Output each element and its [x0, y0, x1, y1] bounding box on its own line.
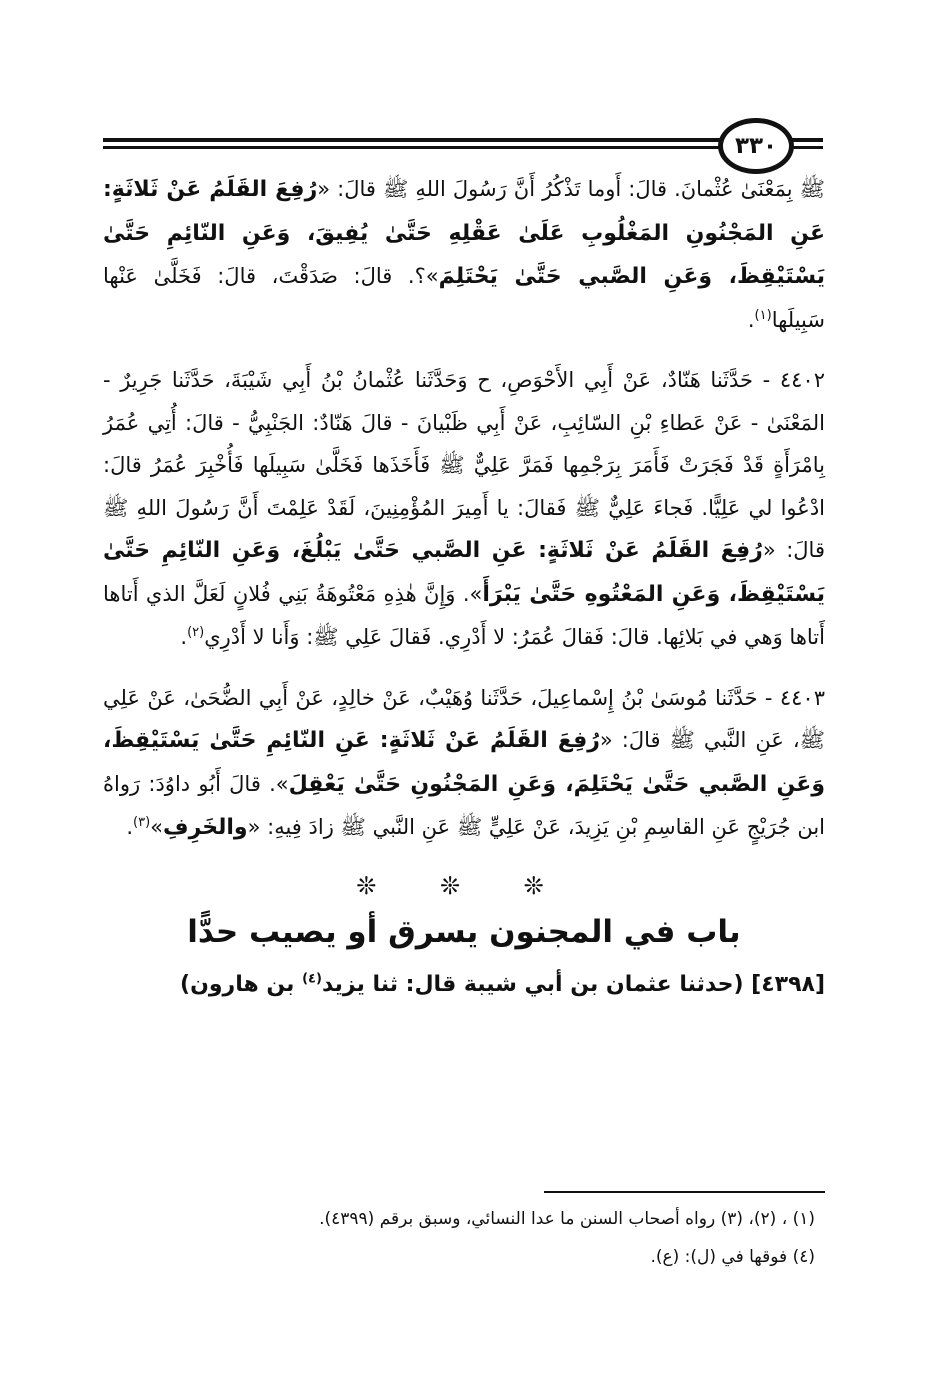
footnote-1-3: (١) ، (٢)، (٣) رواه أصحاب السنن ما عدا النسائي، وسبق برقم (٤٣٩٩).	[319, 1209, 815, 1229]
hadith-4402	[103, 359, 825, 659]
text-run: »؟. قالَ: صَدَقْتَ، قالَ: فَخَلَّىٰ عَنْها سَبِيلَها	[103, 264, 825, 332]
footnote-4: (٤) فوقها في (ل): (ع).	[650, 1247, 815, 1267]
text-run: ٤٤٠٢ - حَدَّثَنا هَنّادٌ، عَنْ أَبِي الأَحْوَصِ، ح وَحَدَّثَنا عُثْمانُ بْنُ أَبِي شَيْبَةَ، حَدَّثَنا جَرِيرٌ - المَعْنَىٰ - عَنْ عَطاءِ بْنِ السّائِبِ، عَنْ أَبِي ظَبْيانَ - قالَ هَنّادٌ: الجَنْبِيُّ - قالَ: أُتِي عُمَرُ بِامْرَأَةٍ قَدْ فَجَرَتْ فَأَمَرَ بِرَجْمِها فَمَرَّ عَلِيٌّ ﷺ فَأَخَذَها فَخَلَّىٰ سَبِيلَها فَأُخْبِرَ عُمَرُ قالَ: ادْعُوا لي عَلِيًّا. فَجاءَ عَلِيٌّ ﷺ فَقالَ: يا أَمِيرَ المُؤْمِنِينَ، لَقَدْ عَلِمْتَ أَنَّ رَسُولَ اللهِ ﷺ قالَ: «	[103, 368, 825, 562]
hadith-4403	[103, 677, 825, 850]
text-run: ﷺ بِمَعْنَىٰ عُثْمانَ. قالَ: أَوما تَذْكُرُ أَنَّ رَسُولَ اللهِ ﷺ قالَ: «	[317, 177, 825, 201]
footnotes	[103, 1200, 825, 1276]
paragraph-continuation	[103, 168, 825, 341]
section-separator: ❊ ❊ ❊	[356, 871, 572, 900]
text-run: بن هارون)	[180, 971, 303, 997]
hadith-text: رُفِعَ القَلَمُ عَنْ ثَلاثَةٍ: عَنِ المَجْنُونِ المَغْلُوبِ عَلَىٰ عَقْلِهِ حَتَّىٰ يُفِيقَ، وَعَنِ النّائِمِ حَتَّىٰ يَسْتَيْقِظَ، وَعَنِ الصَّبي حَتَّىٰ يَحْتَلِمَ	[103, 177, 826, 289]
hadith-text: رُفِعَ القَلَمُ عَنْ ثَلاثَةٍ: عَنِ النّائِمِ حَتَّىٰ يَسْتَيْقِظَ، وَعَنِ الصَّبي حَتَّىٰ يَحْتَلِمَ، وَعَنِ المَجْنُونِ حَتَّىٰ يَعْقِلَ	[103, 728, 825, 797]
hadith-text: رُفِعَ القَلَمُ عَنْ ثَلاثَةٍ: عَنِ الصَّبي حَتَّىٰ يَبْلُغَ، وَعَنِ النّائِمِ حَتَّىٰ يَسْتَيْقِظَ، وَعَنِ المَعْتُوهِ حَتَّىٰ يَبْرَأَ	[103, 538, 825, 607]
text-run: .	[747, 307, 755, 332]
header-rule-thick	[103, 138, 823, 142]
text-run: .	[180, 625, 188, 649]
page-number-badge	[718, 118, 794, 174]
chapter-title: باب في المجنون يسرق أو يصيب حدًّا	[187, 913, 741, 950]
page-number: ٣٣٠	[734, 133, 778, 159]
text-run: ». وَإِنَّ هٰذِهِ مَعْتُوهَةُ بَنِي فُلانٍ لَعَلَّ الذي أَتاها أَتاها وَهي في بَلائِها. قالَ: فَقالَ عُمَرُ: لا أَدْرِي. فَقالَ عَلِي ﷺ: وَأَنا لا أَدْرِي	[103, 581, 825, 649]
text-run: ٤٤٠٣ - حَدَّثَنا مُوسَىٰ بْنُ إِسْماعِيلَ، حَدَّثَنا وُهَيْبٌ، عَنْ خالِدٍ، عَنْ أَبِي الضُّحَىٰ، عَنْ عَلِي ﷺ، عَنِ النَّبي ﷺ قالَ: «	[103, 685, 826, 752]
footnote-ref[interactable]: (٤)	[302, 971, 322, 987]
commentary-4398	[103, 964, 825, 1007]
text-run: [٤٣٩٨] (حدثنا عثمان بن أبي شيبة قال: ثنا يزيد	[321, 971, 825, 997]
footnote-ref[interactable]: (٢)	[187, 625, 205, 640]
text-run: »	[150, 815, 164, 839]
main-text	[103, 168, 825, 1006]
footnote-ref[interactable]: (١)	[754, 307, 772, 323]
text-run: .	[126, 815, 134, 839]
header-rule-thin	[103, 146, 823, 149]
footnote-rule	[544, 1191, 825, 1193]
hadith-text: والخَرِفِ	[163, 815, 248, 840]
text-run: ». قالَ أَبُو داوُدَ: رَواهُ ابن جُرَيْجٍ عَنِ القاسِمِ بْنِ يَزِيدَ، عَنْ عَلِيٍّ ﷺ عَنِ النَّبي ﷺ زادَ فِيهِ: «	[103, 771, 825, 839]
footnote-ref[interactable]: (٣)	[133, 815, 151, 830]
